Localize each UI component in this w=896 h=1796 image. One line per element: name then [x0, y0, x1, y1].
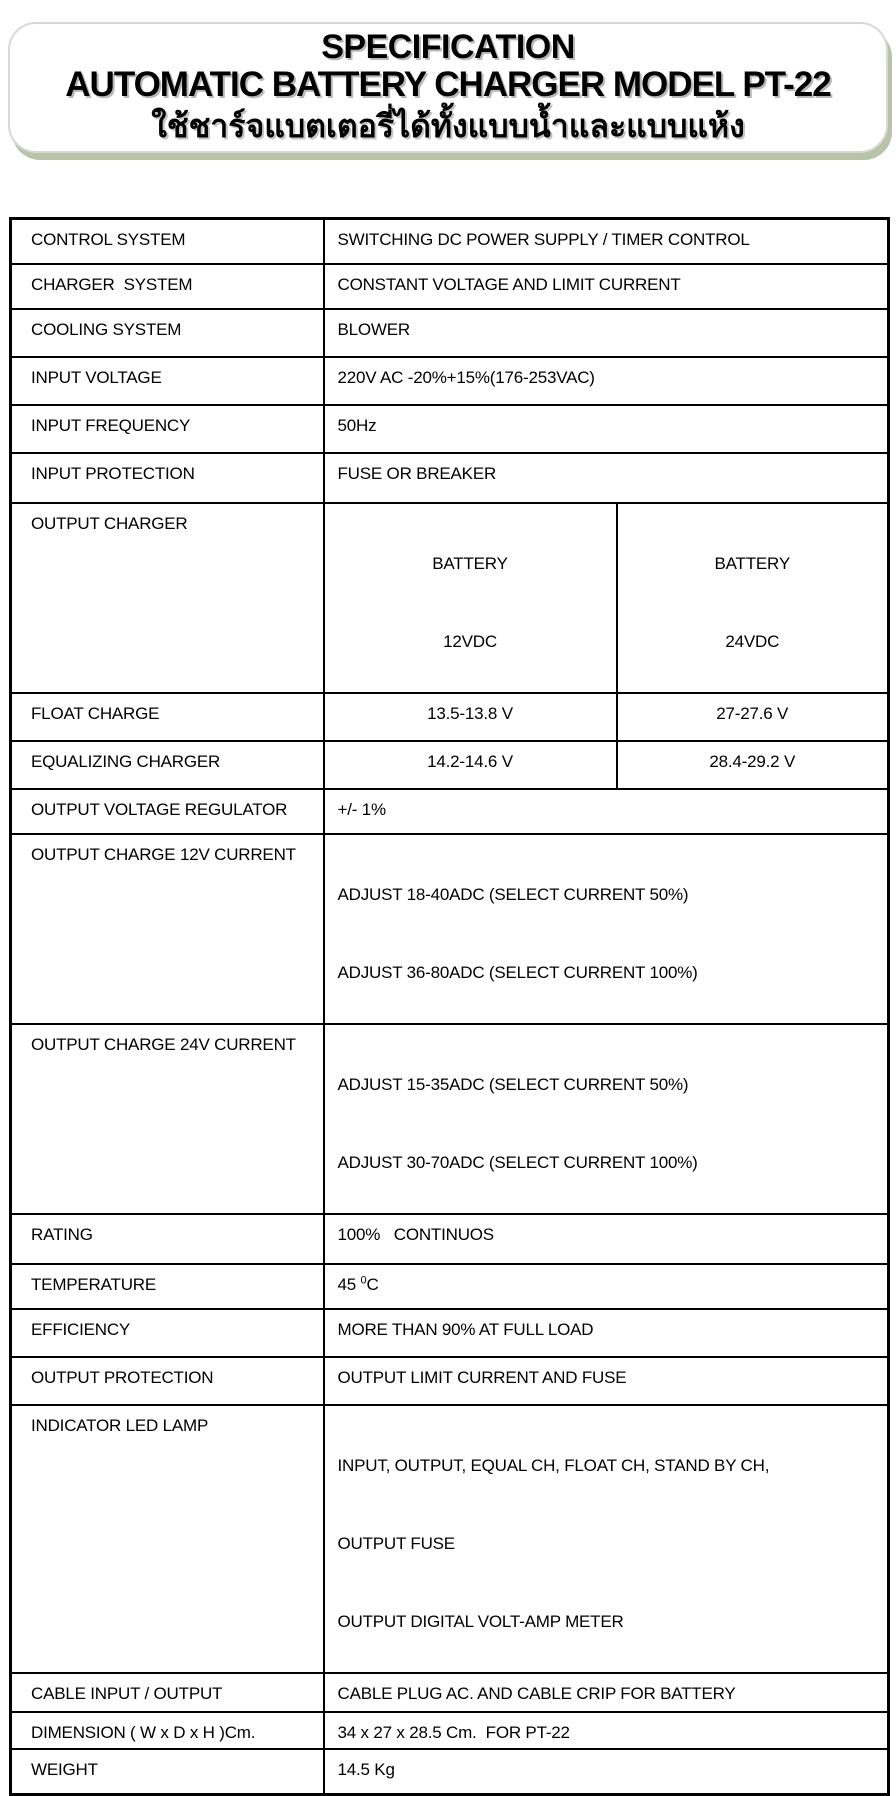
spec-label: OUTPUT PROTECTION — [11, 1357, 324, 1405]
row-charger-system — [11, 264, 889, 309]
spec-label: FLOAT CHARGE — [11, 693, 324, 741]
row-rating — [11, 1214, 889, 1264]
spec-value: 34 x 27 x 28.5 Cm. FOR PT-22 — [324, 1712, 889, 1749]
spec-label: INPUT FREQUENCY — [11, 405, 324, 453]
spec-value: MORE THAN 90% AT FULL LOAD — [324, 1309, 889, 1357]
spec-label: TEMPERATURE — [11, 1264, 324, 1309]
spec-value-battery-24v — [617, 503, 889, 693]
temperature-unit: C — [366, 1275, 379, 1294]
spec-label: DIMENSION ( W x D x H )Cm. — [11, 1712, 324, 1749]
row-input-frequency — [11, 405, 889, 453]
spec-value-line: BATTERY — [714, 554, 790, 573]
spec-value-24v: 28.4-29.2 V — [617, 741, 889, 789]
spec-label: WEIGHT — [11, 1749, 324, 1795]
spec-value-line: 12VDC — [443, 632, 497, 651]
row-dimension — [11, 1712, 889, 1749]
specification-page — [0, 22, 896, 1779]
spec-value: FUSE OR BREAKER — [324, 453, 889, 503]
spec-value-line: 24VDC — [725, 632, 780, 651]
specification-table — [9, 217, 890, 1796]
spec-value: SWITCHING DC POWER SUPPLY / TIMER CONTROL — [324, 219, 889, 265]
spec-value: BLOWER — [324, 309, 889, 357]
spec-value — [324, 834, 889, 1024]
row-output-protection — [11, 1357, 889, 1405]
spec-label: INDICATOR LED LAMP — [11, 1405, 324, 1673]
row-input-voltage — [11, 357, 889, 405]
row-equalizing-charger — [11, 741, 889, 789]
spec-value — [324, 1024, 889, 1214]
row-float-charge — [11, 693, 889, 741]
spec-label: RATING — [11, 1214, 324, 1264]
degree-superscript: 0 — [360, 1274, 367, 1287]
spec-label: INPUT PROTECTION — [11, 453, 324, 503]
spec-label: INPUT VOLTAGE — [11, 357, 324, 405]
spec-label: COOLING SYSTEM — [11, 309, 324, 357]
spec-label: OUTPUT VOLTAGE REGULATOR — [11, 789, 324, 834]
spec-value-line: ADJUST 36-80ADC (SELECT CURRENT 100%) — [337, 963, 698, 982]
spec-value: 100% CONTINUOS — [324, 1214, 889, 1264]
spec-value-12v: 13.5-13.8 V — [324, 693, 617, 741]
header-box — [8, 22, 888, 153]
spec-label: OUTPUT CHARGER — [11, 503, 324, 693]
page-title: SPECIFICATION — [321, 28, 575, 66]
spec-value-line: INPUT, OUTPUT, EQUAL CH, FLOAT CH, STAND BY CH, — [337, 1456, 770, 1475]
row-output-charge-12v-current — [11, 834, 889, 1024]
spec-value: CABLE PLUG AC. AND CABLE CRIP FOR BATTERY — [324, 1673, 889, 1712]
page-subtitle-thai: ใช้ชาร์จแบตเตอรี่ได้ทั้งแบบน้ำและแบบแห้ง — [151, 108, 745, 144]
spec-value: OUTPUT LIMIT CURRENT AND FUSE — [324, 1357, 889, 1405]
row-control-system — [11, 219, 889, 265]
spec-label: CONTROL SYSTEM — [11, 219, 324, 265]
row-input-protection — [11, 453, 889, 503]
spec-label: CHARGER SYSTEM — [11, 264, 324, 309]
spec-value-line: ADJUST 30-70ADC (SELECT CURRENT 100%) — [337, 1153, 698, 1172]
spec-value: CONSTANT VOLTAGE AND LIMIT CURRENT — [324, 264, 889, 309]
row-cable-input-output — [11, 1673, 889, 1712]
row-output-voltage-regulator — [11, 789, 889, 834]
spec-label: OUTPUT CHARGE 12V CURRENT — [11, 834, 324, 1024]
spec-label: CABLE INPUT / OUTPUT — [11, 1673, 324, 1712]
spec-value-24v: 27-27.6 V — [617, 693, 889, 741]
row-temperature — [11, 1264, 889, 1309]
spec-value-line: ADJUST 18-40ADC (SELECT CURRENT 50%) — [337, 885, 689, 904]
row-output-charge-24v-current — [11, 1024, 889, 1214]
row-indicator-led-lamp — [11, 1405, 889, 1673]
spec-value-line: OUTPUT FUSE — [337, 1534, 455, 1553]
spec-label: EQUALIZING CHARGER — [11, 741, 324, 789]
spec-value: +/- 1% — [324, 789, 889, 834]
row-weight — [11, 1749, 889, 1795]
spec-value-line: BATTERY — [432, 554, 508, 573]
row-cooling-system — [11, 309, 889, 357]
row-output-charger — [11, 503, 889, 693]
temperature-value: 45 — [337, 1275, 361, 1294]
spec-value: 50Hz — [324, 405, 889, 453]
spec-label: EFFICIENCY — [11, 1309, 324, 1357]
spec-value-line: OUTPUT DIGITAL VOLT-AMP METER — [337, 1612, 624, 1631]
row-efficiency — [11, 1309, 889, 1357]
spec-value: 220V AC -20%+15%(176-253VAC) — [324, 357, 889, 405]
page-subtitle: AUTOMATIC BATTERY CHARGER MODEL PT-22 — [65, 65, 831, 104]
spec-value-battery-12v — [324, 503, 617, 693]
spec-value-12v: 14.2-14.6 V — [324, 741, 617, 789]
spec-value: 14.5 Kg — [324, 1749, 889, 1795]
spec-value — [324, 1264, 889, 1309]
spec-value — [324, 1405, 889, 1673]
spec-label: OUTPUT CHARGE 24V CURRENT — [11, 1024, 324, 1214]
spec-value-line: ADJUST 15-35ADC (SELECT CURRENT 50%) — [337, 1075, 689, 1094]
